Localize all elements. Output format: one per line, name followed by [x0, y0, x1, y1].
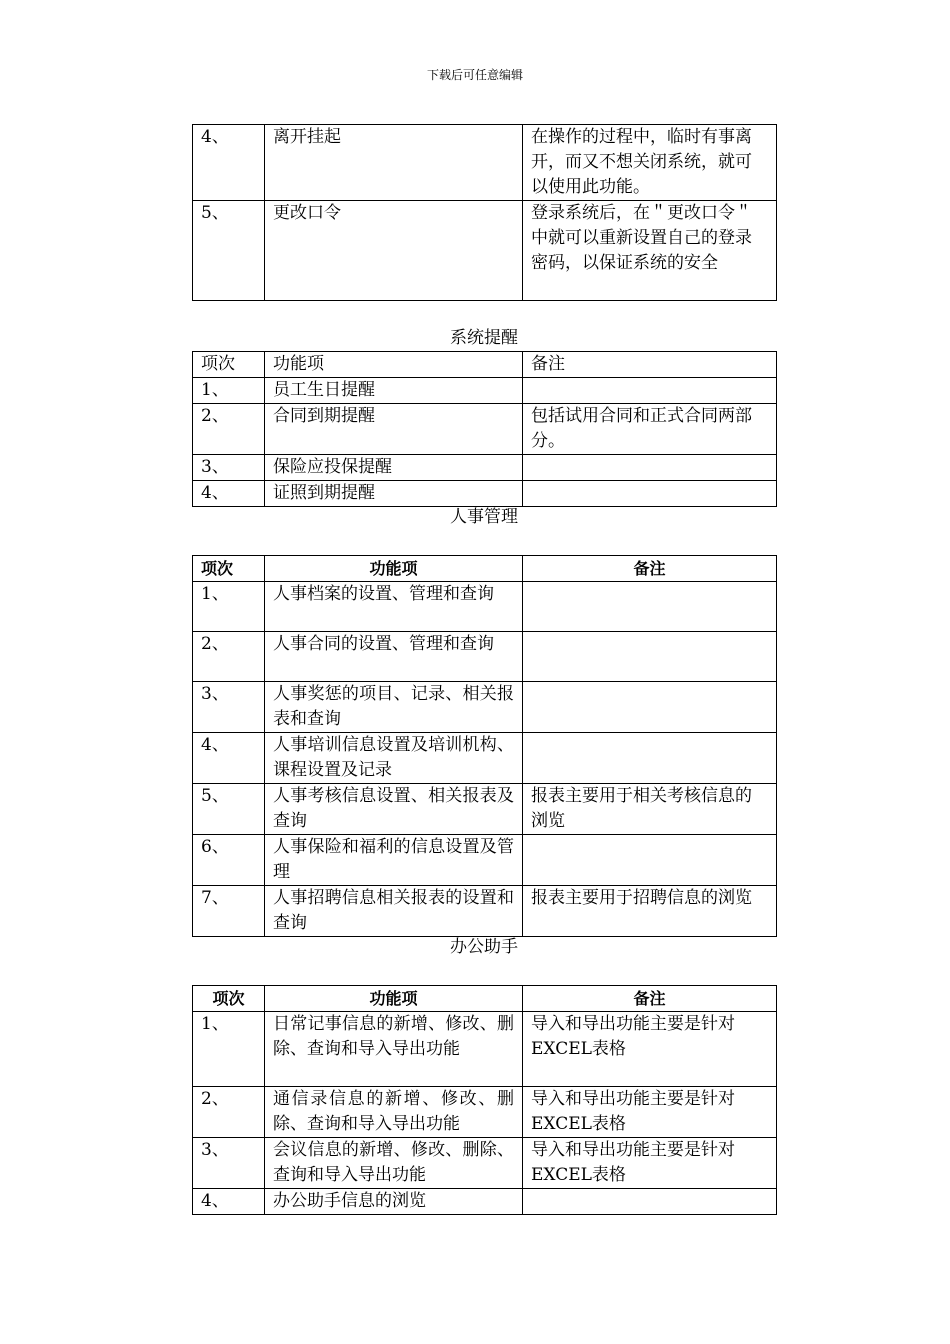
- row-item: 员工生日提醒: [265, 378, 523, 404]
- table-row: [193, 835, 777, 886]
- table-header-row: [193, 352, 777, 378]
- table-hr: [192, 555, 777, 937]
- header-no: 项次: [193, 556, 265, 582]
- table-row: [193, 1087, 777, 1138]
- row-item: 离开挂起: [265, 125, 523, 201]
- table-top: [192, 124, 777, 301]
- row-item: 人事保险和福利的信息设置及管理: [265, 835, 523, 886]
- row-no: 6、: [193, 835, 265, 886]
- table-row: [193, 378, 777, 404]
- header-item: 功能项: [265, 986, 523, 1012]
- row-item: 办公助手信息的浏览: [265, 1189, 523, 1215]
- row-item: 通信录信息的新增、修改、删除、查询和导入导出功能: [265, 1087, 523, 1138]
- row-note: [523, 378, 777, 404]
- row-no: 2、: [193, 632, 265, 682]
- table-row: [193, 682, 777, 733]
- header-item: 功能项: [265, 556, 523, 582]
- table-row: [193, 582, 777, 632]
- row-note: [523, 733, 777, 784]
- table-row: [193, 404, 777, 455]
- row-note: [523, 1189, 777, 1215]
- row-item: 日常记事信息的新增、修改、删除、查询和导入导出功能: [265, 1012, 523, 1087]
- section-title-reminder: 系统提醒: [450, 328, 518, 348]
- header-note: 备注: [523, 556, 777, 582]
- row-item: 保险应投保提醒: [265, 455, 523, 481]
- row-note: [523, 455, 777, 481]
- row-item: 证照到期提醒: [265, 481, 523, 507]
- row-no: 3、: [193, 682, 265, 733]
- row-item: 人事考核信息设置、相关报表及查询: [265, 784, 523, 835]
- row-no: 7、: [193, 886, 265, 937]
- table-row: [193, 1138, 777, 1189]
- row-no: 5、: [193, 784, 265, 835]
- table-header-row: [193, 986, 777, 1012]
- row-note: [523, 835, 777, 886]
- header-item: 功能项: [265, 352, 523, 378]
- header-no: 项次: [193, 352, 265, 378]
- table-row: [193, 632, 777, 682]
- row-item: 合同到期提醒: [265, 404, 523, 455]
- row-note: 报表主要用于相关考核信息的浏览: [523, 784, 777, 835]
- row-item: 会议信息的新增、修改、删除、查询和导入导出功能: [265, 1138, 523, 1189]
- table-row: [193, 481, 777, 507]
- header-no: 项次: [193, 986, 265, 1012]
- section-title-hr: 人事管理: [450, 507, 518, 527]
- row-note: 导入和导出功能主要是针对EXCEL表格: [523, 1012, 777, 1087]
- table-row: [193, 733, 777, 784]
- row-no: 1、: [193, 582, 265, 632]
- row-no: 1、: [193, 378, 265, 404]
- row-item: 人事培训信息设置及培训机构、课程设置及记录: [265, 733, 523, 784]
- row-note: [523, 481, 777, 507]
- table-row: [193, 455, 777, 481]
- row-note: 在操作的过程中，临时有事离开，而又不想关闭系统，就可以使用此功能。: [523, 125, 777, 201]
- table-office: [192, 985, 777, 1215]
- row-no: 3、: [193, 455, 265, 481]
- row-no: 1、: [193, 1012, 265, 1087]
- row-item: 人事合同的设置、管理和查询: [265, 632, 523, 682]
- table-row: [193, 201, 777, 301]
- row-note: 登录系统后，在＂更改口令＂中就可以重新设置自己的登录密码，以保证系统的安全: [523, 201, 777, 301]
- table-reminder: [192, 351, 777, 507]
- row-item: 更改口令: [265, 201, 523, 301]
- row-note: [523, 682, 777, 733]
- row-no: 2、: [193, 1087, 265, 1138]
- table-row: [193, 784, 777, 835]
- table-row: [193, 886, 777, 937]
- section-title-office: 办公助手: [450, 937, 518, 957]
- row-no: 5、: [193, 201, 265, 301]
- row-no: 4、: [193, 481, 265, 507]
- page-header-note: 下载后可任意编辑: [426, 68, 523, 82]
- row-no: 4、: [193, 125, 265, 201]
- row-note: 导入和导出功能主要是针对EXCEL表格: [523, 1087, 777, 1138]
- row-note: 报表主要用于招聘信息的浏览: [523, 886, 777, 937]
- row-item: 人事奖惩的项目、记录、相关报表和查询: [265, 682, 523, 733]
- header-note: 备注: [523, 986, 777, 1012]
- row-no: 3、: [193, 1138, 265, 1189]
- row-note: 导入和导出功能主要是针对EXCEL表格: [523, 1138, 777, 1189]
- row-note: [523, 632, 777, 682]
- header-note: 备注: [523, 352, 777, 378]
- row-item: 人事招聘信息相关报表的设置和查询: [265, 886, 523, 937]
- row-note: 包括试用合同和正式合同两部分。: [523, 404, 777, 455]
- table-row: [193, 1189, 777, 1215]
- table-row: [193, 125, 777, 201]
- table-header-row: [193, 556, 777, 582]
- row-no: 2、: [193, 404, 265, 455]
- row-no: 4、: [193, 733, 265, 784]
- row-note: [523, 582, 777, 632]
- table-row: [193, 1012, 777, 1087]
- row-no: 4、: [193, 1189, 265, 1215]
- row-item: 人事档案的设置、管理和查询: [265, 582, 523, 632]
